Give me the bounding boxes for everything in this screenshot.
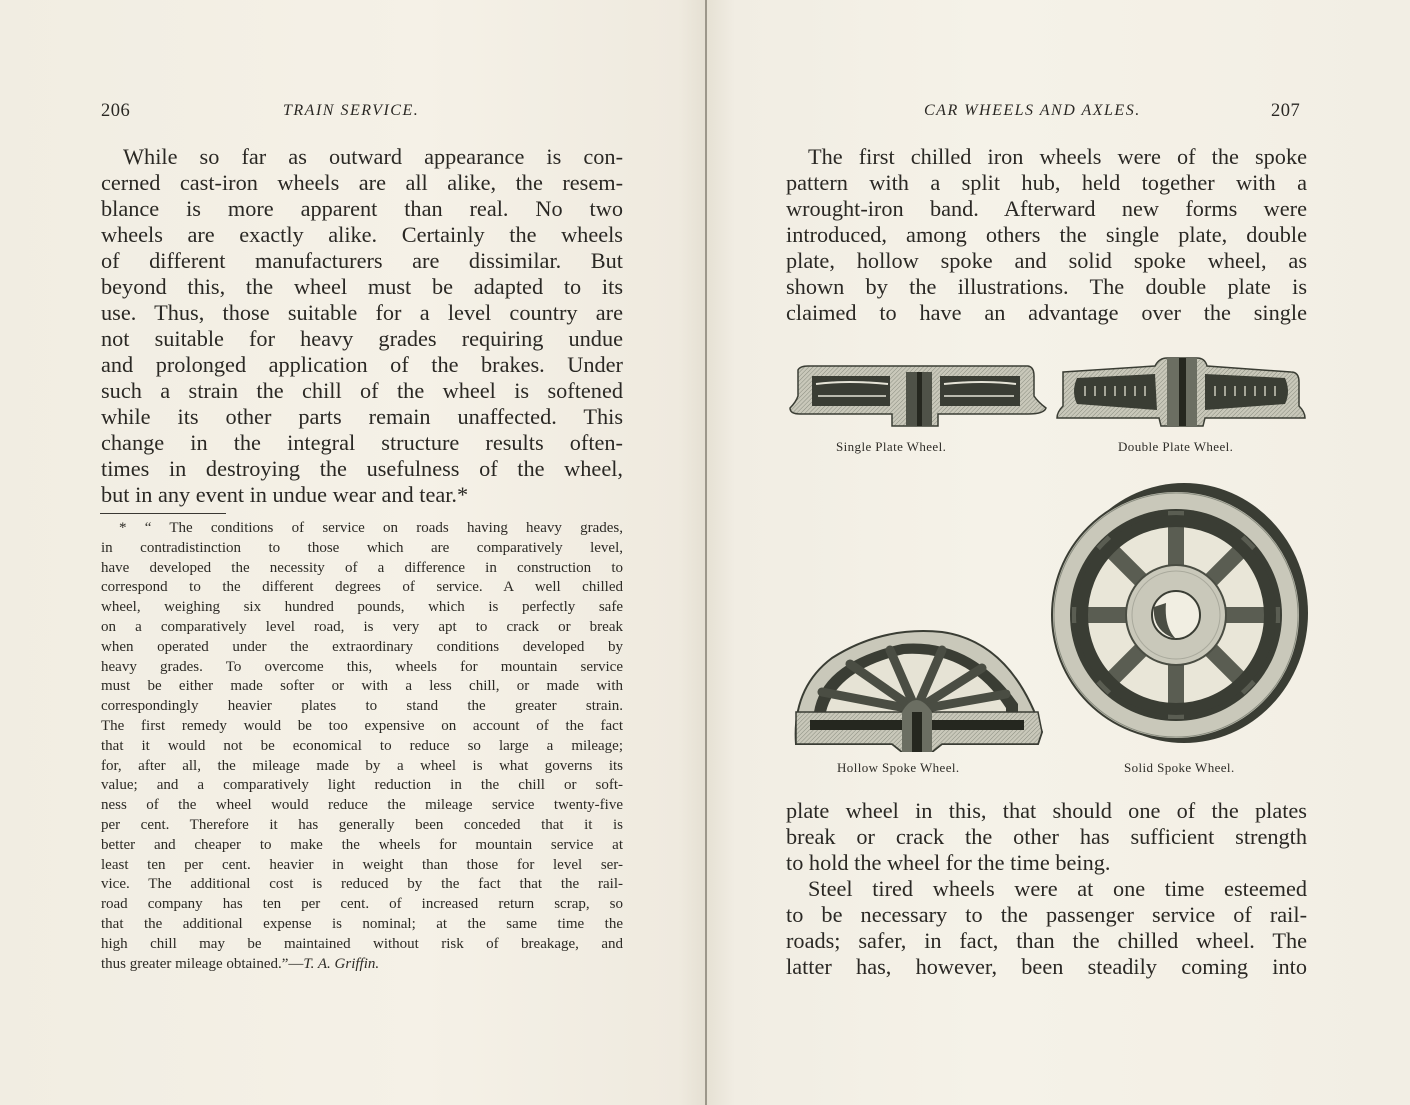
text-line: not suitable for heavy grades requiring undue	[101, 326, 623, 351]
figure-caption: Solid Spoke Wheel.	[1124, 760, 1235, 775]
footnote-line: correspondingly heavier plates to stand the greater strain.	[101, 698, 623, 715]
footnote-rule	[100, 513, 226, 514]
left-body-text	[101, 144, 623, 508]
text-line: of different manufacturers are dissimilar. But	[101, 248, 623, 273]
text-line: use. Thus, those suitable for a level country are	[101, 300, 623, 325]
text-line: plate, hollow spoke and solid spoke wheel, as	[786, 248, 1307, 273]
footnote-line: better and cheaper to make the wheels for mountain service at	[101, 836, 623, 853]
text-line: While so far as outward appearance is con-	[123, 144, 623, 169]
double-plate-wheel-illustration	[1055, 356, 1307, 428]
text-line: to be necessary to the passenger service of rail-	[786, 902, 1307, 927]
footnote-line: The first remedy would be too expensive on account of the fact	[101, 717, 623, 734]
footnote-line: that the additional expense is nominal; at the same time the	[101, 915, 623, 932]
footnote-line: that it would not be economical to reduce so large a mileage;	[101, 737, 623, 754]
text-line: times in destroying the usefulness of the wheel,	[101, 456, 623, 481]
text-line: latter has, however, been steadily coming into	[786, 954, 1307, 979]
footnote-line: * “ The conditions of service on roads having heavy grades,	[119, 520, 623, 536]
text-line: plate wheel in this, that should one of the plates	[786, 798, 1307, 823]
footnote-line: on a comparatively level road, is very apt to crack or break	[101, 618, 623, 635]
footnote-line: for, after all, the mileage made by a wheel is what governs its	[101, 757, 623, 774]
hollow-spoke-wheel-illustration	[792, 628, 1044, 752]
single-plate-wheel-illustration	[788, 362, 1048, 428]
text-line: Steel tired wheels were at one time esteemed	[808, 876, 1307, 901]
page-number-right: 207	[1271, 101, 1301, 121]
solid-spoke-wheel-illustration	[1044, 481, 1310, 749]
text-line: roads; safer, in fact, than the chilled wheel. The	[786, 928, 1307, 953]
footnote-line: correspond to the different degrees of service. A well chilled	[101, 579, 623, 596]
footnote-line: road company has ten per cent. of increased return scrap, so	[101, 896, 623, 913]
footnote-line: least ten per cent. heavier in weight than those for level ser-	[101, 856, 623, 873]
text-line: change in the integral structure results often-	[101, 430, 623, 455]
right-body-text-top	[786, 144, 1307, 326]
text-line: break or crack the other has sufficient strength	[786, 824, 1307, 849]
text-line: but in any event in undue wear and tear.*	[101, 482, 469, 507]
text-line: pattern with a split hub, held together with a	[786, 170, 1307, 195]
footnote-line: have developed the necessity of a difference in construction to	[101, 559, 623, 576]
footnote-line: high chill may be maintained without risk of breakage, and	[101, 935, 623, 952]
text-line: wrought-iron band. Afterward new forms were	[786, 196, 1307, 221]
footnote-line: vice. The additional cost is reduced by the fact that the rail-	[101, 876, 623, 893]
text-line: cerned cast-iron wheels are all alike, the resem-	[101, 170, 623, 195]
running-head-right: CAR WHEELS AND AXLES.	[924, 102, 1141, 119]
right-body-text-bottom	[786, 798, 1307, 980]
figure-caption: Double Plate Wheel.	[1118, 439, 1234, 454]
footnote-attribution: T. A. Griffin.	[303, 955, 380, 972]
footnote-line: when operated under the extraordinary conditions developed by	[101, 638, 623, 655]
text-line: The first chilled iron wheels were of the spoke	[808, 144, 1307, 169]
footnote-closing-text: thus greater mileage obtained.”—	[101, 955, 304, 972]
figure-caption: Single Plate Wheel.	[836, 439, 947, 454]
text-line: beyond this, the wheel must be adapted to its	[101, 274, 623, 299]
text-line: and prolonged application of the brakes. Under	[101, 352, 623, 377]
text-line: shown by the illustrations. The double plate is	[786, 274, 1307, 299]
text-line: such a strain the chill of the wheel is softened	[101, 378, 623, 403]
right-page	[707, 0, 1410, 1105]
text-line: introduced, among others the single plate, double	[786, 222, 1307, 247]
footnote-line: ness of the wheel would reduce the mileage service twenty-five	[101, 797, 623, 814]
text-line: blance is more apparent than real. No two	[101, 196, 623, 221]
text-line: wheels are exactly alike. Certainly the wheels	[101, 222, 623, 247]
running-head-left: TRAIN SERVICE.	[283, 102, 420, 119]
page-number-left: 206	[101, 101, 131, 121]
footnote-last-line	[101, 955, 623, 975]
footnote-line: in contradistinction to those which are comparatively level,	[101, 539, 623, 556]
footnote-line: per cent. Therefore it has generally been conceded that it is	[101, 816, 623, 833]
footnote	[101, 519, 623, 974]
text-line: to hold the wheel for the time being.	[786, 850, 1111, 875]
footnote-line: must be either made softer or with a less chill, or made with	[101, 678, 623, 695]
footnote-line: value; and a comparatively light reduction in the chill or soft-	[101, 777, 623, 794]
text-line: while its other parts remain unaffected. This	[101, 404, 623, 429]
footnote-line: heavy grades. To overcome this, wheels for mountain service	[101, 658, 623, 675]
footnote-line: wheel, weighing six hundred pounds, which is perfectly safe	[101, 599, 623, 616]
figure-caption: Hollow Spoke Wheel.	[837, 760, 960, 775]
text-line: claimed to have an advantage over the single	[786, 300, 1307, 325]
